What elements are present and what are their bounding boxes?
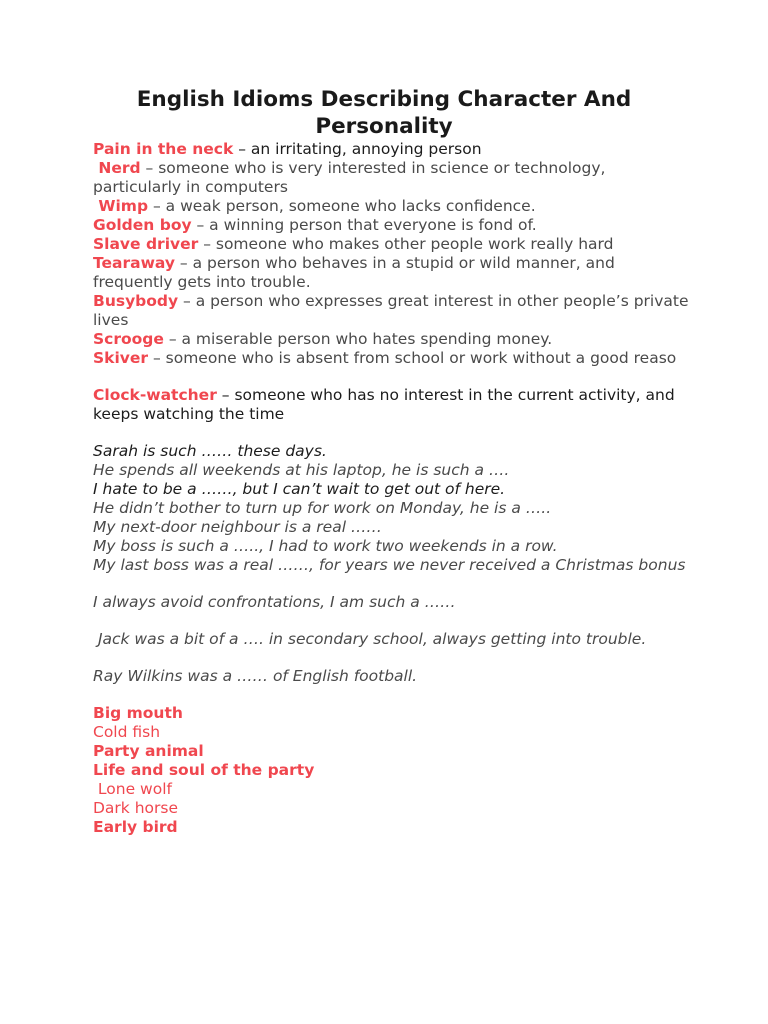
example-sentence: My last boss was a real ……, for years we never received a Christmas bonus — [93, 556, 686, 574]
idiom-list — [93, 140, 693, 368]
idiom-entry — [93, 292, 693, 330]
answer-option: Big mouth — [93, 704, 183, 722]
example-sentence: My next-door neighbour is a real …… — [93, 518, 382, 536]
idiom-term: Wimp — [93, 197, 149, 215]
idiom-entry — [93, 254, 693, 292]
idiom-definition: – someone who makes other people work really hard — [198, 235, 614, 253]
idiom-term: Skiver — [93, 349, 149, 367]
spacer — [93, 649, 693, 667]
idiom-term: Clock-watcher — [93, 386, 217, 404]
idiom-entry — [93, 159, 693, 197]
idiom-entry — [93, 349, 693, 368]
example-sentence: Ray Wilkins was a …… of English football. — [93, 667, 418, 685]
spacer — [93, 686, 693, 704]
example-sentences — [93, 442, 693, 575]
example-sentence: He didn’t bother to turn up for work on Monday, he is a ….. — [93, 499, 552, 517]
example-sentence: My boss is such a ….., I had to work two weekends in a row. — [93, 537, 558, 555]
idiom-entry — [93, 140, 693, 159]
example-sentence: I hate to be a ……, but I can’t wait to get out of here. — [93, 480, 506, 498]
document-body — [93, 140, 693, 837]
answer-option: Early bird — [93, 818, 178, 836]
idiom-entry — [93, 216, 693, 235]
spacer — [93, 612, 693, 630]
idiom-definition: – someone who is very interested in science or technology, particularly in computers — [93, 159, 611, 196]
idiom-definition: – someone who has no interest in the current activity, and keeps watching the time — [93, 386, 680, 423]
idiom-definition: – someone who is absent from school or work without a good reaso — [148, 349, 677, 367]
example-sentence: Jack was a bit of a …. in secondary school, always getting into trouble. — [93, 630, 647, 648]
answer-option: Party animal — [93, 742, 204, 760]
answer-option: Lone wolf — [93, 780, 172, 798]
idiom-term: Busybody — [93, 292, 179, 310]
idiom-term: Nerd — [93, 159, 141, 177]
idiom-definition: – a winning person that everyone is fond of. — [191, 216, 537, 234]
idiom-term: Tearaway — [93, 254, 175, 272]
idiom-entry — [93, 235, 693, 254]
idiom-entry — [93, 197, 693, 216]
idiom-definition: – a miserable person who hates spending money. — [163, 330, 553, 348]
idiom-term: Pain in the neck — [93, 140, 234, 158]
idiom-definition: – an irritating, annoying person — [233, 140, 482, 158]
idiom-definition: – a person who expresses great interest in other people’s private lives — [93, 292, 694, 329]
example-sentence: I always avoid confrontations, I am such a …… — [93, 593, 456, 611]
spacer — [93, 368, 693, 386]
answer-option: Cold fish — [93, 723, 161, 741]
idiom-entry — [93, 330, 693, 349]
example-sentence: Sarah is such …… these days. — [93, 442, 327, 460]
idiom-term: Scrooge — [93, 330, 164, 348]
answer-options — [93, 704, 693, 837]
idiom-entry-clock-watcher — [93, 386, 693, 424]
idiom-term: Golden boy — [93, 216, 192, 234]
page-title: English Idioms Describing Character And Personality — [136, 87, 632, 139]
spacer — [93, 424, 693, 442]
answer-option: Dark horse — [93, 799, 179, 817]
answer-option: Life and soul of the party — [93, 761, 315, 779]
idiom-definition: – a person who behaves in a stupid or wild manner, and frequently gets into trouble. — [93, 254, 620, 291]
idiom-term: Slave driver — [93, 235, 199, 253]
spacer — [93, 575, 693, 593]
idiom-definition: – a weak person, someone who lacks confidence. — [148, 197, 536, 215]
example-sentence: He spends all weekends at his laptop, he is such a …. — [93, 461, 510, 479]
